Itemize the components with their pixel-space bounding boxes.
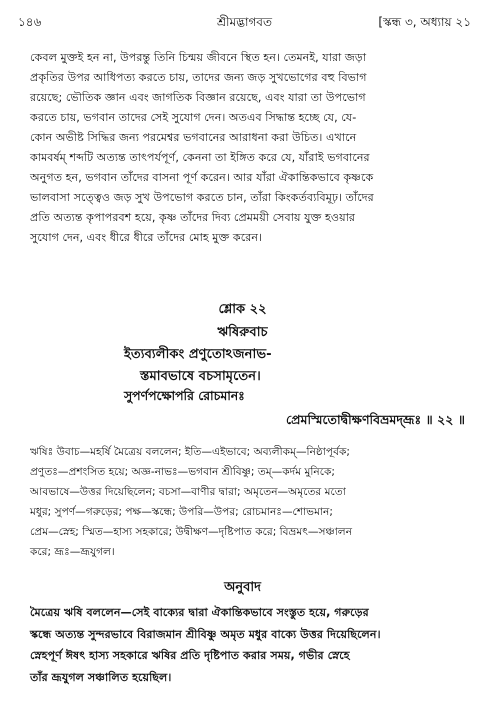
synonym-line: আবভাষে—উত্তর দিয়েছিলেন; বচসা—বাণীর দ্বারা; অমৃতেন—অমৃতের মতো [30,486,346,498]
purport-line: প্রকৃতির উপর আধিপত্য করতে চায়, তাদের জন্য জড় সুখভোগের বহু বিভাগ [30,71,367,84]
verse-line: ইত্যব্যলীকং প্রণুতোঽজনাভ- [124,347,272,362]
verse-line: স্তমাবভাষে বচসামৃতেন। [140,369,261,384]
translation-line: স্নেহপূর্ণ ঈষৎ হাস্য সহকারে ঋষির প্রতি দৃষ্টিপাত করার সময়, গভীর স্নেহে [30,649,350,662]
purport-line: অনুগত হন, ভগবান তাঁদের বাসনা পূর্ণ করেন। আর যাঁরা ঐকান্তিকভাবে কৃষ্ণকে [30,171,374,184]
verse-speaker: ঋষিরুবাচ [217,325,268,340]
synonym-line: প্রেম—স্নেহ; স্মিত—হাস্য সহকারে; উদ্বীক্ষণ—দৃষ্টিপাত করে; বিভ্রমৎ—সঞ্চালন [30,526,353,538]
book-title: শ্রীমদ্ভাগবত [216,15,272,29]
purport-line: রয়েছে; ভৌতিক জ্ঞান এবং জাগতিক বিজ্ঞান রয়েছে, এবং যারা তা উপভোগ [30,91,366,104]
page-number: ১৪৬ [18,15,42,29]
verse-line: প্রেমস্মিতোদ্বীক্ষণবিভ্রমদ্ভ্রূঃ ॥ ২২ ॥ [285,412,465,427]
synonym-line: প্রণুতঃ—প্রশংসিত হয়ে; অজ্ঞ-নাভঃ—ভগবান শ্রীবিষ্ণু; তম্—কর্দম মুনিকে; [30,466,335,478]
synonyms-section [30,400,465,562]
verse-line: সুপর্ণপক্ষোপরি রোচমানঃ [124,388,245,403]
translation-line: মৈত্রেয় ঋষি বললেন—সেই বাক্যের দ্বারা ঐকান্তিকভাবে সংস্তুত হয়ে, গরুড়ের [30,606,369,619]
purport-line: সুযোগ দেন, এবং ধীরে ধীরে তাঁদের মোহ মুক্ত করেন। [30,231,263,244]
synonym-line: মধুর; সুপর্ণ—গরুড়ের; পক্ষ—স্কন্ধে; উপরি—উপর; রোচমানঃ—শোভমান; [30,506,333,518]
page-header [18,10,471,32]
translation-paragraph [30,602,465,688]
verse-label: শ্লোক ২২ [218,302,267,317]
purport-paragraph [30,48,465,248]
translation-line: তাঁর ভ্রূযুগল সঞ্চালিত হয়েছিল। [30,670,172,684]
translation-line: স্কন্ধে অত্যন্ত সুন্দরভাবে বিরাজমান শ্রীবিষ্ণু অমৃত মধুর বাক্যে উত্তর দিয়েছিলেন। [30,627,381,641]
purport-line: কেবল মুক্তই হন না, উপরন্তু তিনি চিন্ময় জীবনে স্থিত হন। তেমনই, যারা জড়া [30,51,367,64]
purport-line: করতে চায়, ভগবান তাদের সেই সুযোগ দেন। অতএব সিদ্ধান্ত হচ্ছে যে, যে- [30,111,357,124]
purport-line: ভালবাসা সত্ত্বেও জড় সুখ উপভোগ করতে চান, তাঁরা কিংকর্তব্যবিমূঢ়। তাঁদের [30,191,374,204]
synonym-line: করে; ভ্রূঃ—ভ্রূযুগল। [30,546,115,558]
synonym-line: ঋষিঃ উবাচ—মহর্ষি মৈত্রেয় বললেন; ইতি—এইভাবে; অব্যলীকম্—নিষ্ঠাপূর্বক; [30,446,350,458]
purport-line: প্রতি অত্যন্ত কৃপাপরবশ হয়ে, কৃষ্ণ তাঁদের দিব্য প্রেমময়ী সেবায় যুক্ত হওয়ার [30,211,356,224]
section-reference: [স্কন্ধ ৩, অধ্যায় ২১ [378,15,471,29]
purport-line: কামবর্ষম্ শব্দটি অত্যন্ত তাৎপর্যপূর্ণ, কেননা তা ইঙ্গিত করে যে, যাঁরাই ভগবানের [30,151,370,164]
purport-line: কোন অভীষ্ট সিদ্ধির জন্য পরমেশ্বর ভগবানের আরাধনা করা উচিত। এখানে [30,131,357,144]
translation-heading: অনুবাদ [224,580,261,595]
